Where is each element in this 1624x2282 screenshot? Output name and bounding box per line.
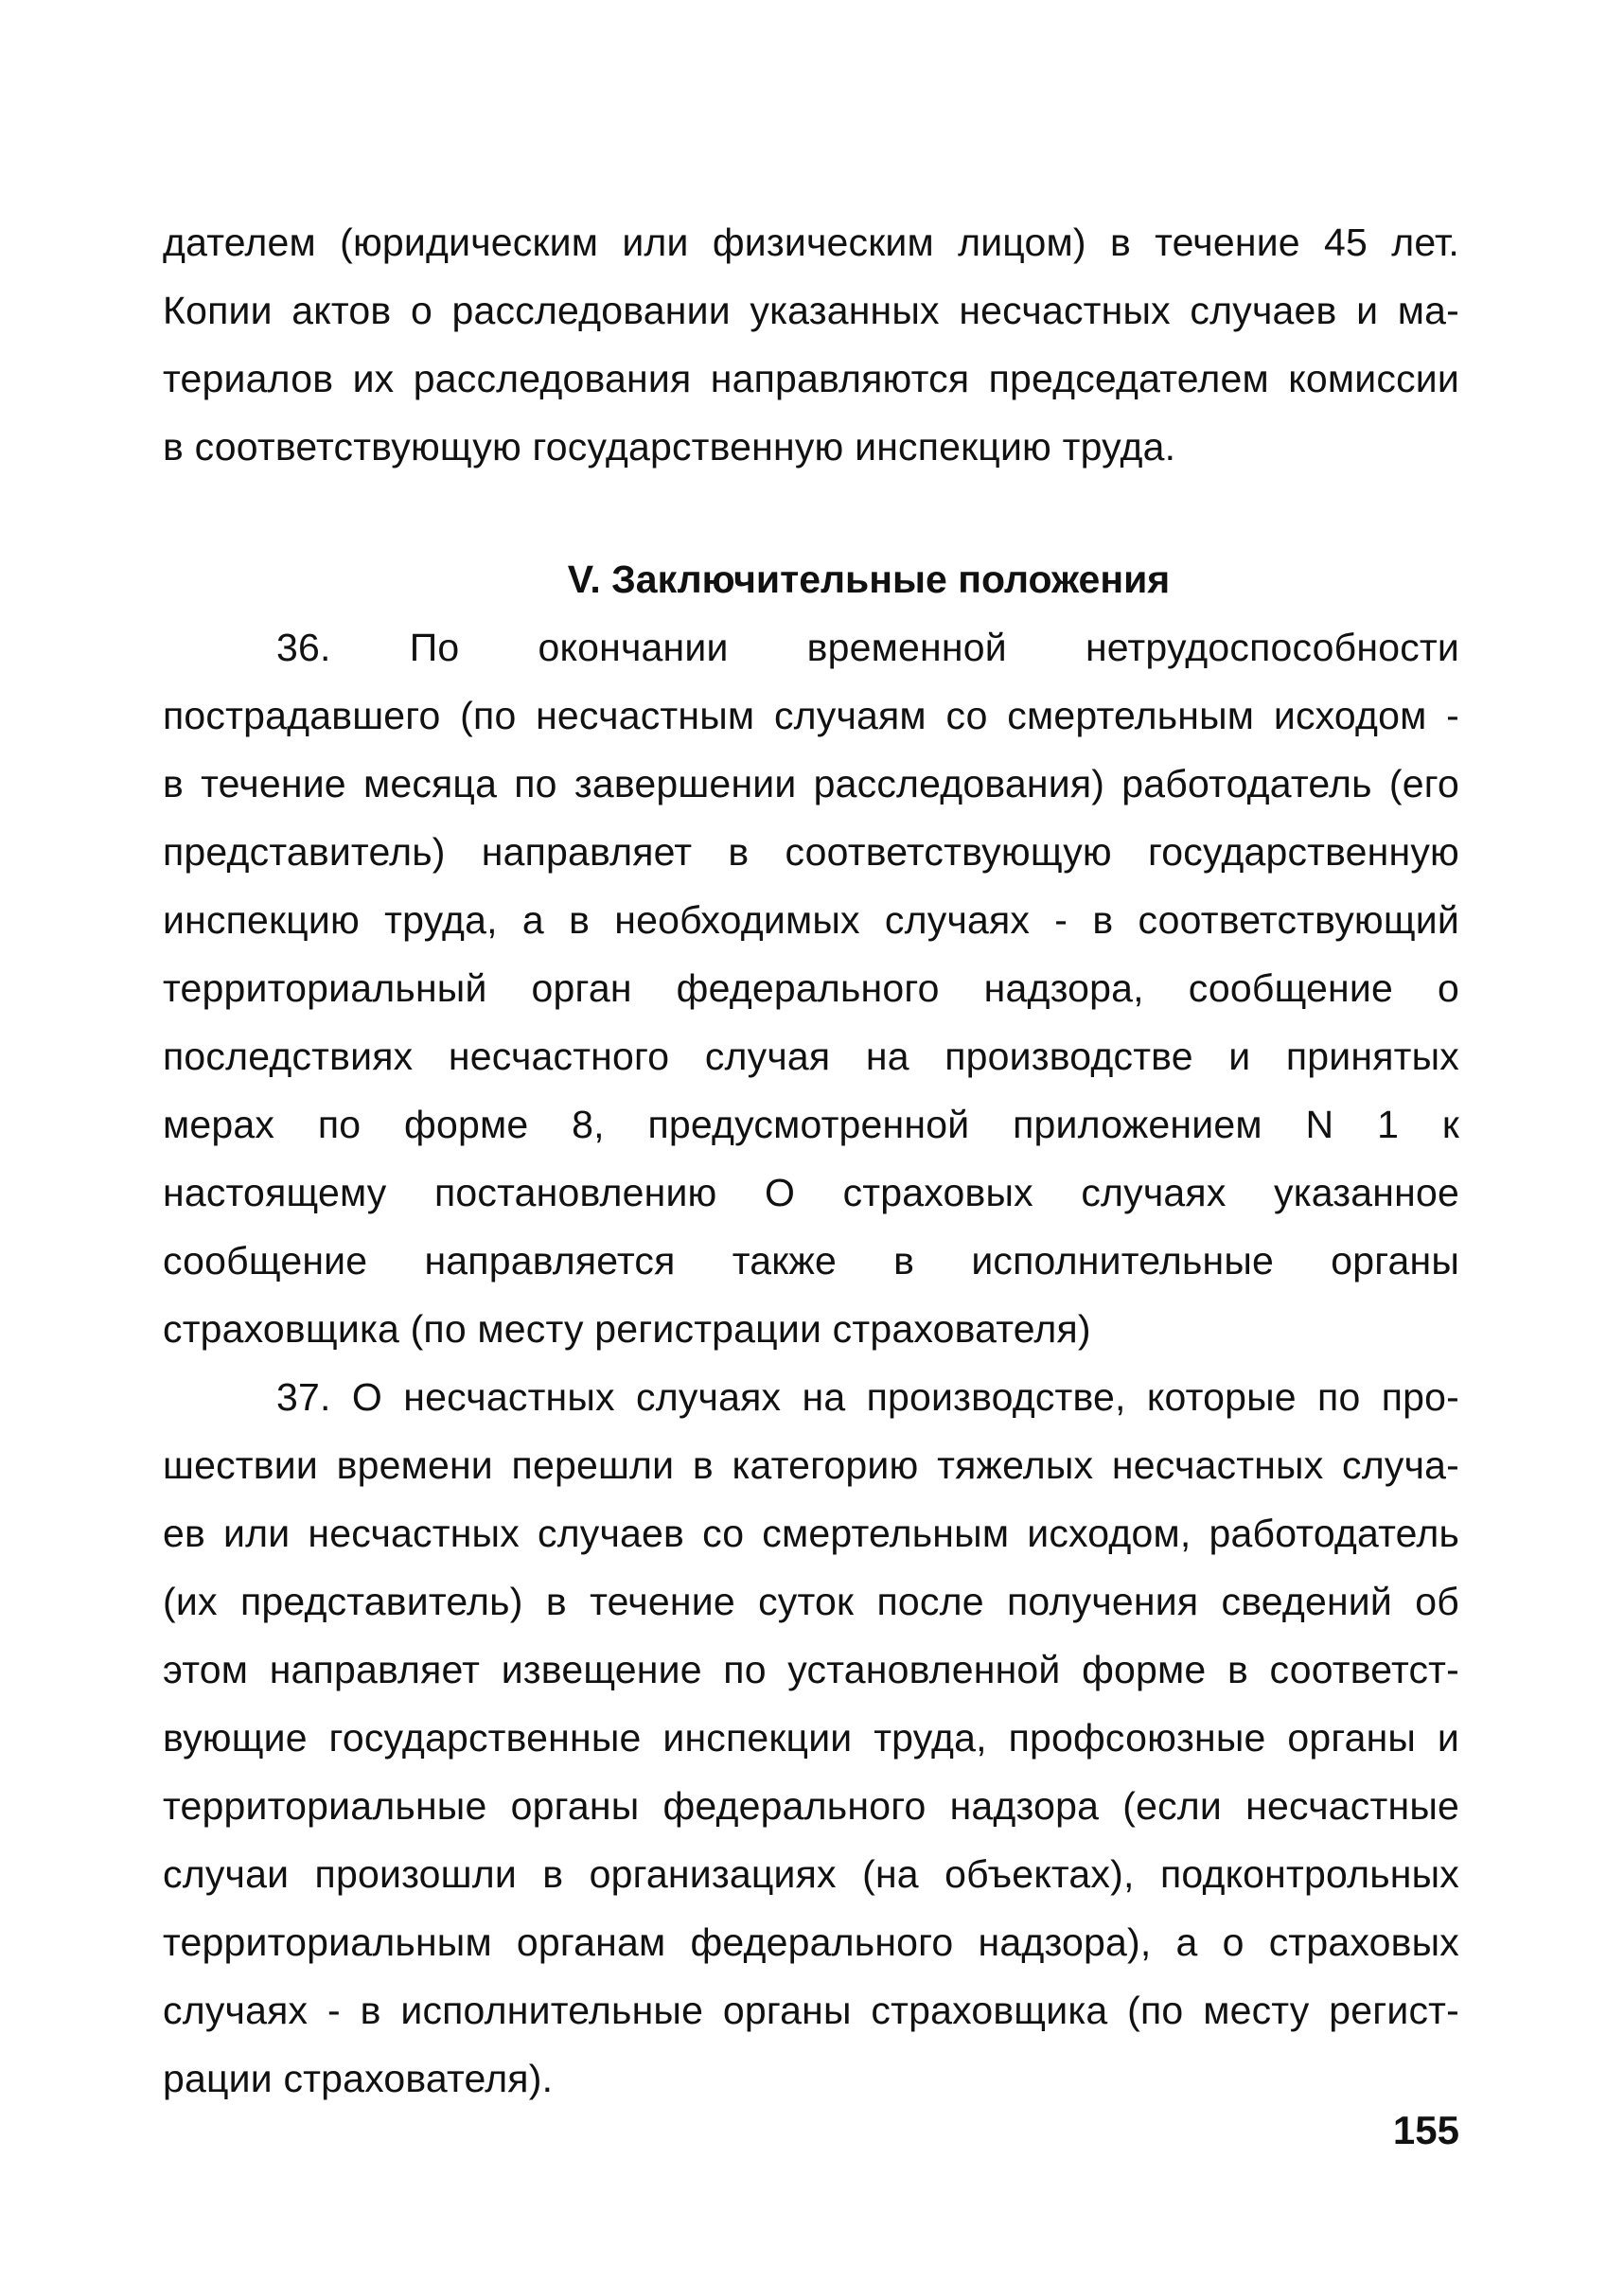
text-line: территориальные органы федерального надзора (если несчастные — [163, 1784, 1459, 1828]
text-line: настоящему постановлению О страховых случаях указанное — [163, 1171, 1459, 1214]
section-heading: V. Заключительные положения — [567, 557, 1171, 601]
text-line: случаи произошли в организациях (на объектах), подконтрольных — [163, 1852, 1459, 1896]
text-line: инспекцию труда, а в необходимых случаях - в соответствующий — [163, 898, 1459, 942]
text-line: представитель) направляет в соответствующую государственную — [163, 830, 1459, 874]
text-line: мерах по форме 8, предусмотренной приложением N 1 к — [163, 1103, 1459, 1146]
text-line: дателем (юридическим или физическим лицом) в течение 45 лет. — [163, 221, 1459, 264]
text-line: пострадавшего (по несчастным случаям со смертельным исходом - — [163, 694, 1459, 737]
text-line: страховщика (по месту регистрации страхователя) — [163, 1307, 1091, 1351]
text-line: территориальный орган федерального надзора, сообщение о — [163, 966, 1459, 1010]
text-line: случаях - в исполнительные органы страховщика (по месту регист- — [163, 1989, 1459, 2032]
text-line: этом направляет извещение по установленной форме в соответст- — [163, 1648, 1459, 1691]
text-line: территориальным органам федерального надзора), а о страховых — [163, 1920, 1459, 1964]
page-number: 155 — [1392, 2108, 1459, 2152]
text-line: вующие государственные инспекции труда, профсоюзные органы и — [163, 1716, 1459, 1760]
text-line: Копии актов о расследовании указанных несчастных случаев и ма- — [163, 289, 1459, 332]
text-line: ев или несчастных случаев со смертельным исходом, работодатель — [163, 1512, 1459, 1555]
text-line: рации страхователя). — [163, 2057, 554, 2100]
text-line: териалов их расследования направляются председателем комиссии — [163, 357, 1459, 400]
text-line: 37. О несчастных случаях на производстве, которые по про- — [276, 1375, 1459, 1419]
text-line: шествии времени перешли в категорию тяжелых несчастных случа- — [163, 1443, 1459, 1487]
text-line: сообщение направляется также в исполнительные органы — [163, 1239, 1459, 1283]
text-line: 36. По окончании временной нетрудоспособности — [276, 626, 1459, 669]
text-line: (их представитель) в течение суток после получения сведений об — [163, 1580, 1459, 1623]
text-line: в соответствующую государственную инспекцию труда. — [163, 425, 1176, 469]
text-line: в течение месяца по завершении расследования) работодатель (его — [163, 762, 1459, 805]
text-line: последствиях несчастного случая на производстве и принятых — [163, 1035, 1459, 1078]
